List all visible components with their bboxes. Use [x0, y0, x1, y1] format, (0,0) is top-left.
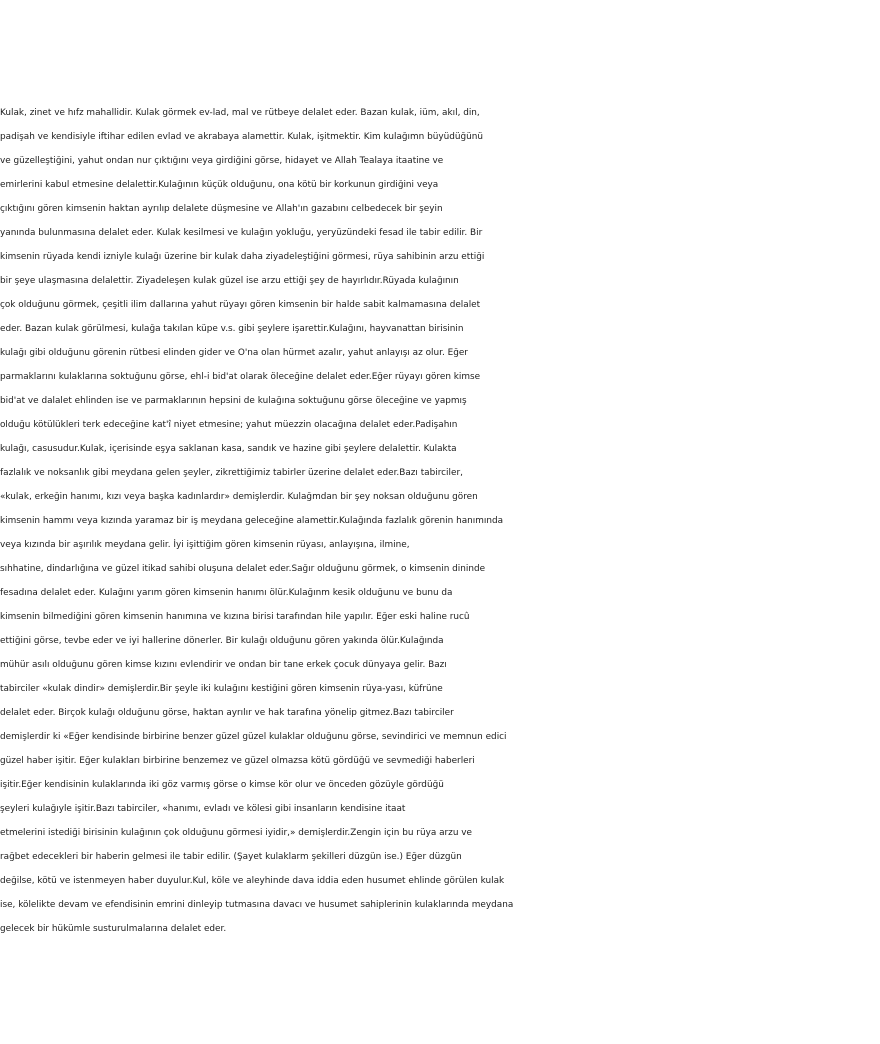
text-line: fazlalık ve noksanlık gibi meydana gelen şeyler, zikrettiğimiz tabirler üzerine delalet eder.Bazı tabirciler,	[0, 468, 463, 478]
text-line: ettiğini görse, tevbe eder ve iyi hallerine dönerler. Bir kulağı olduğunu gören yakında ölür.Kulağında	[0, 636, 444, 646]
text-line: sıhhatine, dindarlığına ve güzel itikad sahibi oluşuna delalet eder.Sağır olduğunu görmek, o kimsenin dininde	[0, 564, 486, 574]
article-body	[0, 101, 880, 941]
text-line: kulağı, casusudur.Kulak, içerisinde eşya saklanan kasa, sandık ve hazine gibi şeylere delalettir. Kulakta	[0, 444, 457, 454]
text-line: Kulak, zinet ve hıfz mahallidir. Kulak görmek ev-lad, mal ve rütbeye delalet eder. Bazan kulak, iüm, akıl, din,	[0, 108, 480, 118]
text-line: fesadına delalet eder. Kulağını yarım gören kimsenin hanımı ölür.Kulağınm kesik olduğunu ve bunu da	[0, 588, 453, 598]
text-line: değilse, kötü ve istenmeyen haber duyulur.Kul, köle ve aleyhinde dava iddia eden husumet ehlinde görülen kulak	[0, 876, 505, 886]
text-line: etmelerini istediği birisinin kulağının çok olduğunu görmesi iyidir,» demişlerdir.Zengin için bu rüya arzu ve	[0, 828, 472, 838]
text-line: parmaklarını kulaklarına soktuğunu görse, ehl-i bid'at olarak öleceğine delalet eder.Eğer rüyayı gören kimse	[0, 372, 481, 382]
text-line: tabirciler «kulak dindir» demişlerdir.Bir şeyle iki kulağını kestiğini gören kimsenin rüya-yası, küfrüne	[0, 684, 443, 694]
text-line: olduğu kötülükleri terk edeceğine kat'î niyet etmesine; yahut müezzin olacağına delalet eder.Padişahın	[0, 420, 458, 430]
text-line: «kulak, erkeğin hanımı, kızı veya başka kadınlardır» demişlerdir. Kulağmdan bir şey noksan olduğunu gören	[0, 492, 478, 502]
text-line: ve güzelleştiğini, yahut ondan nur çıktığını veya girdiğini görse, hidayet ve Allah Tealaya itaatine ve	[0, 156, 444, 166]
text-line: kimsenin bilmediğini gören kimsenin hanımına ve kızına birisi tarafından hile yapılır. Eğer eski haline rucû	[0, 612, 470, 622]
text-line: ise, kölelikte devam ve efendisinin emrini dinleyip tutmasına davacı ve husumet sahiplerinin kulaklarında meydana	[0, 900, 514, 910]
text-line: kimsenin rüyada kendi izniyle kulağı üzerine bir kulak daha ziyadeleştiğini görmesi, rüya sahibinin arzu ettiği	[0, 252, 485, 262]
text-line: bid'at ve dalalet ehlinden ise ve parmaklarının hepsini de kulağına soktuğunu görse öleceğine ve yapmış	[0, 396, 467, 406]
text-line: demişlerdir ki «Eğer kendisinde birbirine benzer güzel güzel kulaklar olduğunu görse, sevindirici ve memnun edici	[0, 732, 507, 742]
text-line: rağbet edecekleri bir haberin gelmesi ile tabir edilir. (Şayet kulaklarm şekilleri düzgün ise.) Eğer düzgün	[0, 852, 462, 862]
text-line: mühür asılı olduğunu gören kimse kızını evlendirir ve ondan bir tane erkek çocuk dünyaya gelir. Bazı	[0, 660, 447, 670]
text-line: işitir.Eğer kendisinin kulaklarında iki göz varmış görse o kimse kör olur ve önceden gözüyle gördüğü	[0, 780, 444, 790]
text-line: şeyleri kulağıyle işitir.Bazı tabirciler, «hanımı, evladı ve kölesi gibi insanların kendisine itaat	[0, 804, 406, 814]
text-line: kimsenin hammı veya kızında yaramaz bir iş meydana geleceğine alamettir.Kulağında fazlalık görenin hanımında	[0, 516, 504, 526]
text-line: emirlerini kabul etmesine delalettir.Kulağının küçük olduğunu, ona kötü bir korkunun girdiğini veya	[0, 180, 439, 190]
text-line: padişah ve kendisiyle iftihar edilen evlad ve akrabaya alamettir. Kulak, işitmektir. Kim kulağımn büyüdüğünü	[0, 132, 483, 142]
text-line: yanında bulunmasına delalet eder. Kulak kesilmesi ve kulağın yokluğu, yeryüzündeki fesad ile tabir edilir. Bir	[0, 228, 483, 238]
text-line: güzel haber işitir. Eğer kulakları birbirine benzemez ve güzel olmazsa kötü gördüğü ve sevmediği haberleri	[0, 756, 475, 766]
text-line: gelecek bir hükümle susturulmalarına delalet eder.	[0, 924, 227, 934]
text-line: çok olduğunu görmek, çeşitli ilim dallarına yahut rüyayı gören kimsenin bir halde sabit kalmamasına delalet	[0, 300, 481, 310]
text-line: eder. Bazan kulak görülmesi, kulağa takılan küpe v.s. gibi şeylere işarettir.Kulağını, hayvanattan birisinin	[0, 324, 464, 334]
text-line: delalet eder. Birçok kulağı olduğunu görse, haktan ayrılır ve hak tarafına yönelip gitmez.Bazı tabirciler	[0, 708, 454, 718]
text-line: veya kızında bir aşırılık meydana gelir. İyi işittiğim gören kimsenin rüyası, anlayışına, ilmine,	[0, 540, 410, 550]
text-line: çıktığını gören kimsenin haktan ayrılıp delalete düşmesine ve Allah'ın gazabını celbedecek bir şeyin	[0, 204, 443, 214]
text-line: kulağı gibi olduğunu görenin rütbesi elinden gider ve O'na olan hürmet azalır, yahut anlayışı az olur. Eğer	[0, 348, 468, 358]
text-line: bir şeye ulaşmasına delalettir. Ziyadeleşen kulak güzel ise arzu ettiği şey de hayırlıdır.Rüyada kulağının	[0, 276, 459, 286]
